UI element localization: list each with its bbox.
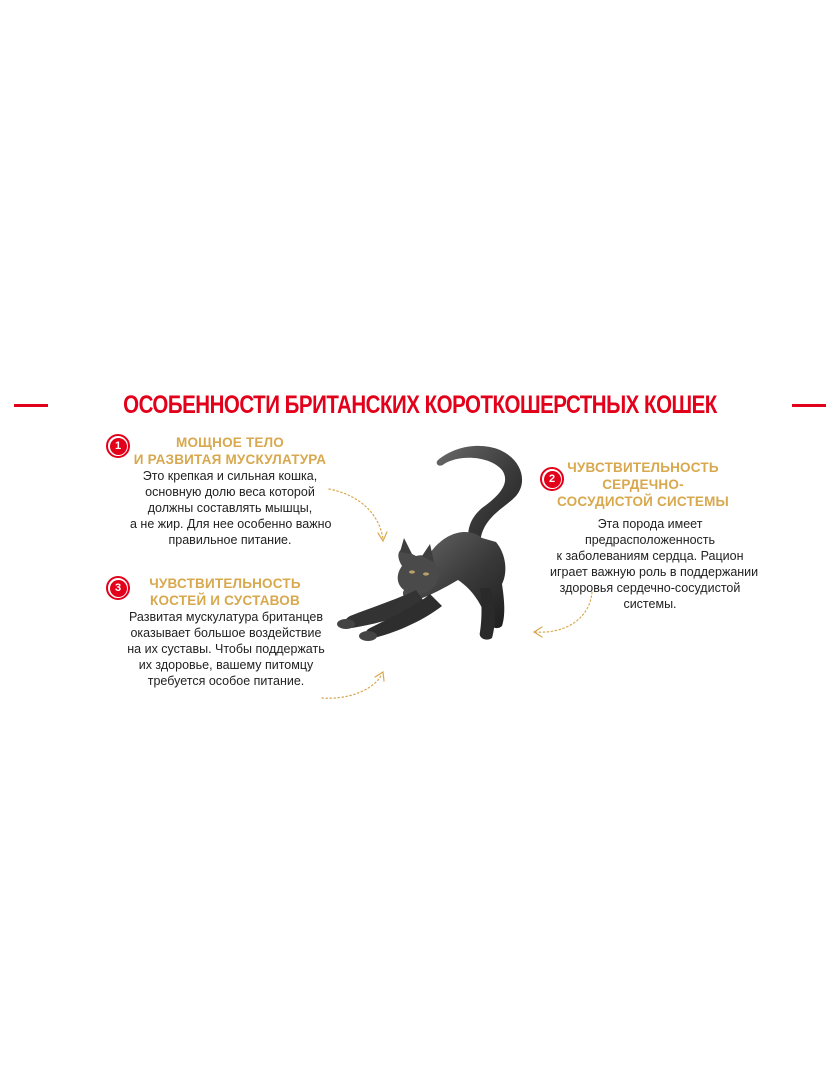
feature-3-heading-line: ЧУВСТВИТЕЛЬНОСТЬ (149, 576, 301, 591)
feature-2-line: системы. (623, 597, 677, 611)
feature-2-line: Эта порода имеет (597, 517, 703, 531)
feature-2-heading-line: СОСУДИСТОЙ СИСТЕМЫ (557, 494, 729, 509)
feature-2-line: играет важную роль в поддержании (550, 565, 759, 579)
feature-2-heading-line: ЧУВСТВИТЕЛЬНОСТЬ (567, 460, 719, 475)
feature-1-heading-line: МОЩНОЕ ТЕЛО (176, 435, 284, 450)
feature-2-line: здоровья сердечно-сосудистой (559, 581, 741, 595)
feature-3-line: Развитая мускулатура британцев (128, 610, 323, 624)
feature-2-line: к заболеваниям сердца. Рацион (556, 549, 744, 563)
stretching-cat-illustration (330, 438, 540, 648)
page-title-row (100, 388, 740, 422)
feature-1-heading (130, 434, 330, 468)
title-right-dash (792, 404, 826, 407)
feature-1-heading-line: И РАЗВИТАЯ МУСКУЛАТУРА (133, 452, 327, 467)
feature-1-line: должны составлять мышцы, (147, 501, 313, 515)
feature-2-line: предрасположенность (584, 533, 716, 547)
feature-2-heading (548, 459, 738, 510)
title-left-dash (14, 404, 48, 407)
feature-1-description (130, 468, 330, 548)
feature-3-heading (125, 575, 325, 609)
feature-3-line: оказывает большое воздействие (130, 626, 322, 640)
feature-3-line: требуется особое питание. (147, 674, 305, 688)
feature-3-line: их здоровье, вашему питомцу (138, 658, 314, 672)
feature-3-number: 3 (110, 580, 127, 597)
feature-2-number: 2 (544, 471, 561, 488)
feature-1-number-badge (106, 434, 130, 458)
feature-1-line: а не жир. Для нее особенно важно (130, 517, 332, 531)
feature-1-line: основную долю веса которой (145, 485, 315, 499)
feature-2-heading-line: СЕРДЕЧНО- (602, 477, 684, 492)
feature-3-line: на их суставы. Чтобы поддержать (127, 642, 325, 656)
feature-3-heading-line: КОСТЕЙ И СУСТАВОВ (150, 593, 300, 608)
feature-1-line: Это крепкая и сильная кошка, (142, 469, 318, 483)
feature-1-number: 1 (110, 438, 127, 455)
page-title: ОСОБЕННОСТИ БРИТАНСКИХ КОРОТКОШЕРСТНЫХ КОШЕК (123, 390, 717, 419)
dotted-arrow-icon (318, 668, 390, 704)
feature-1-line: правильное питание. (168, 533, 292, 547)
feature-3-description (120, 609, 332, 689)
